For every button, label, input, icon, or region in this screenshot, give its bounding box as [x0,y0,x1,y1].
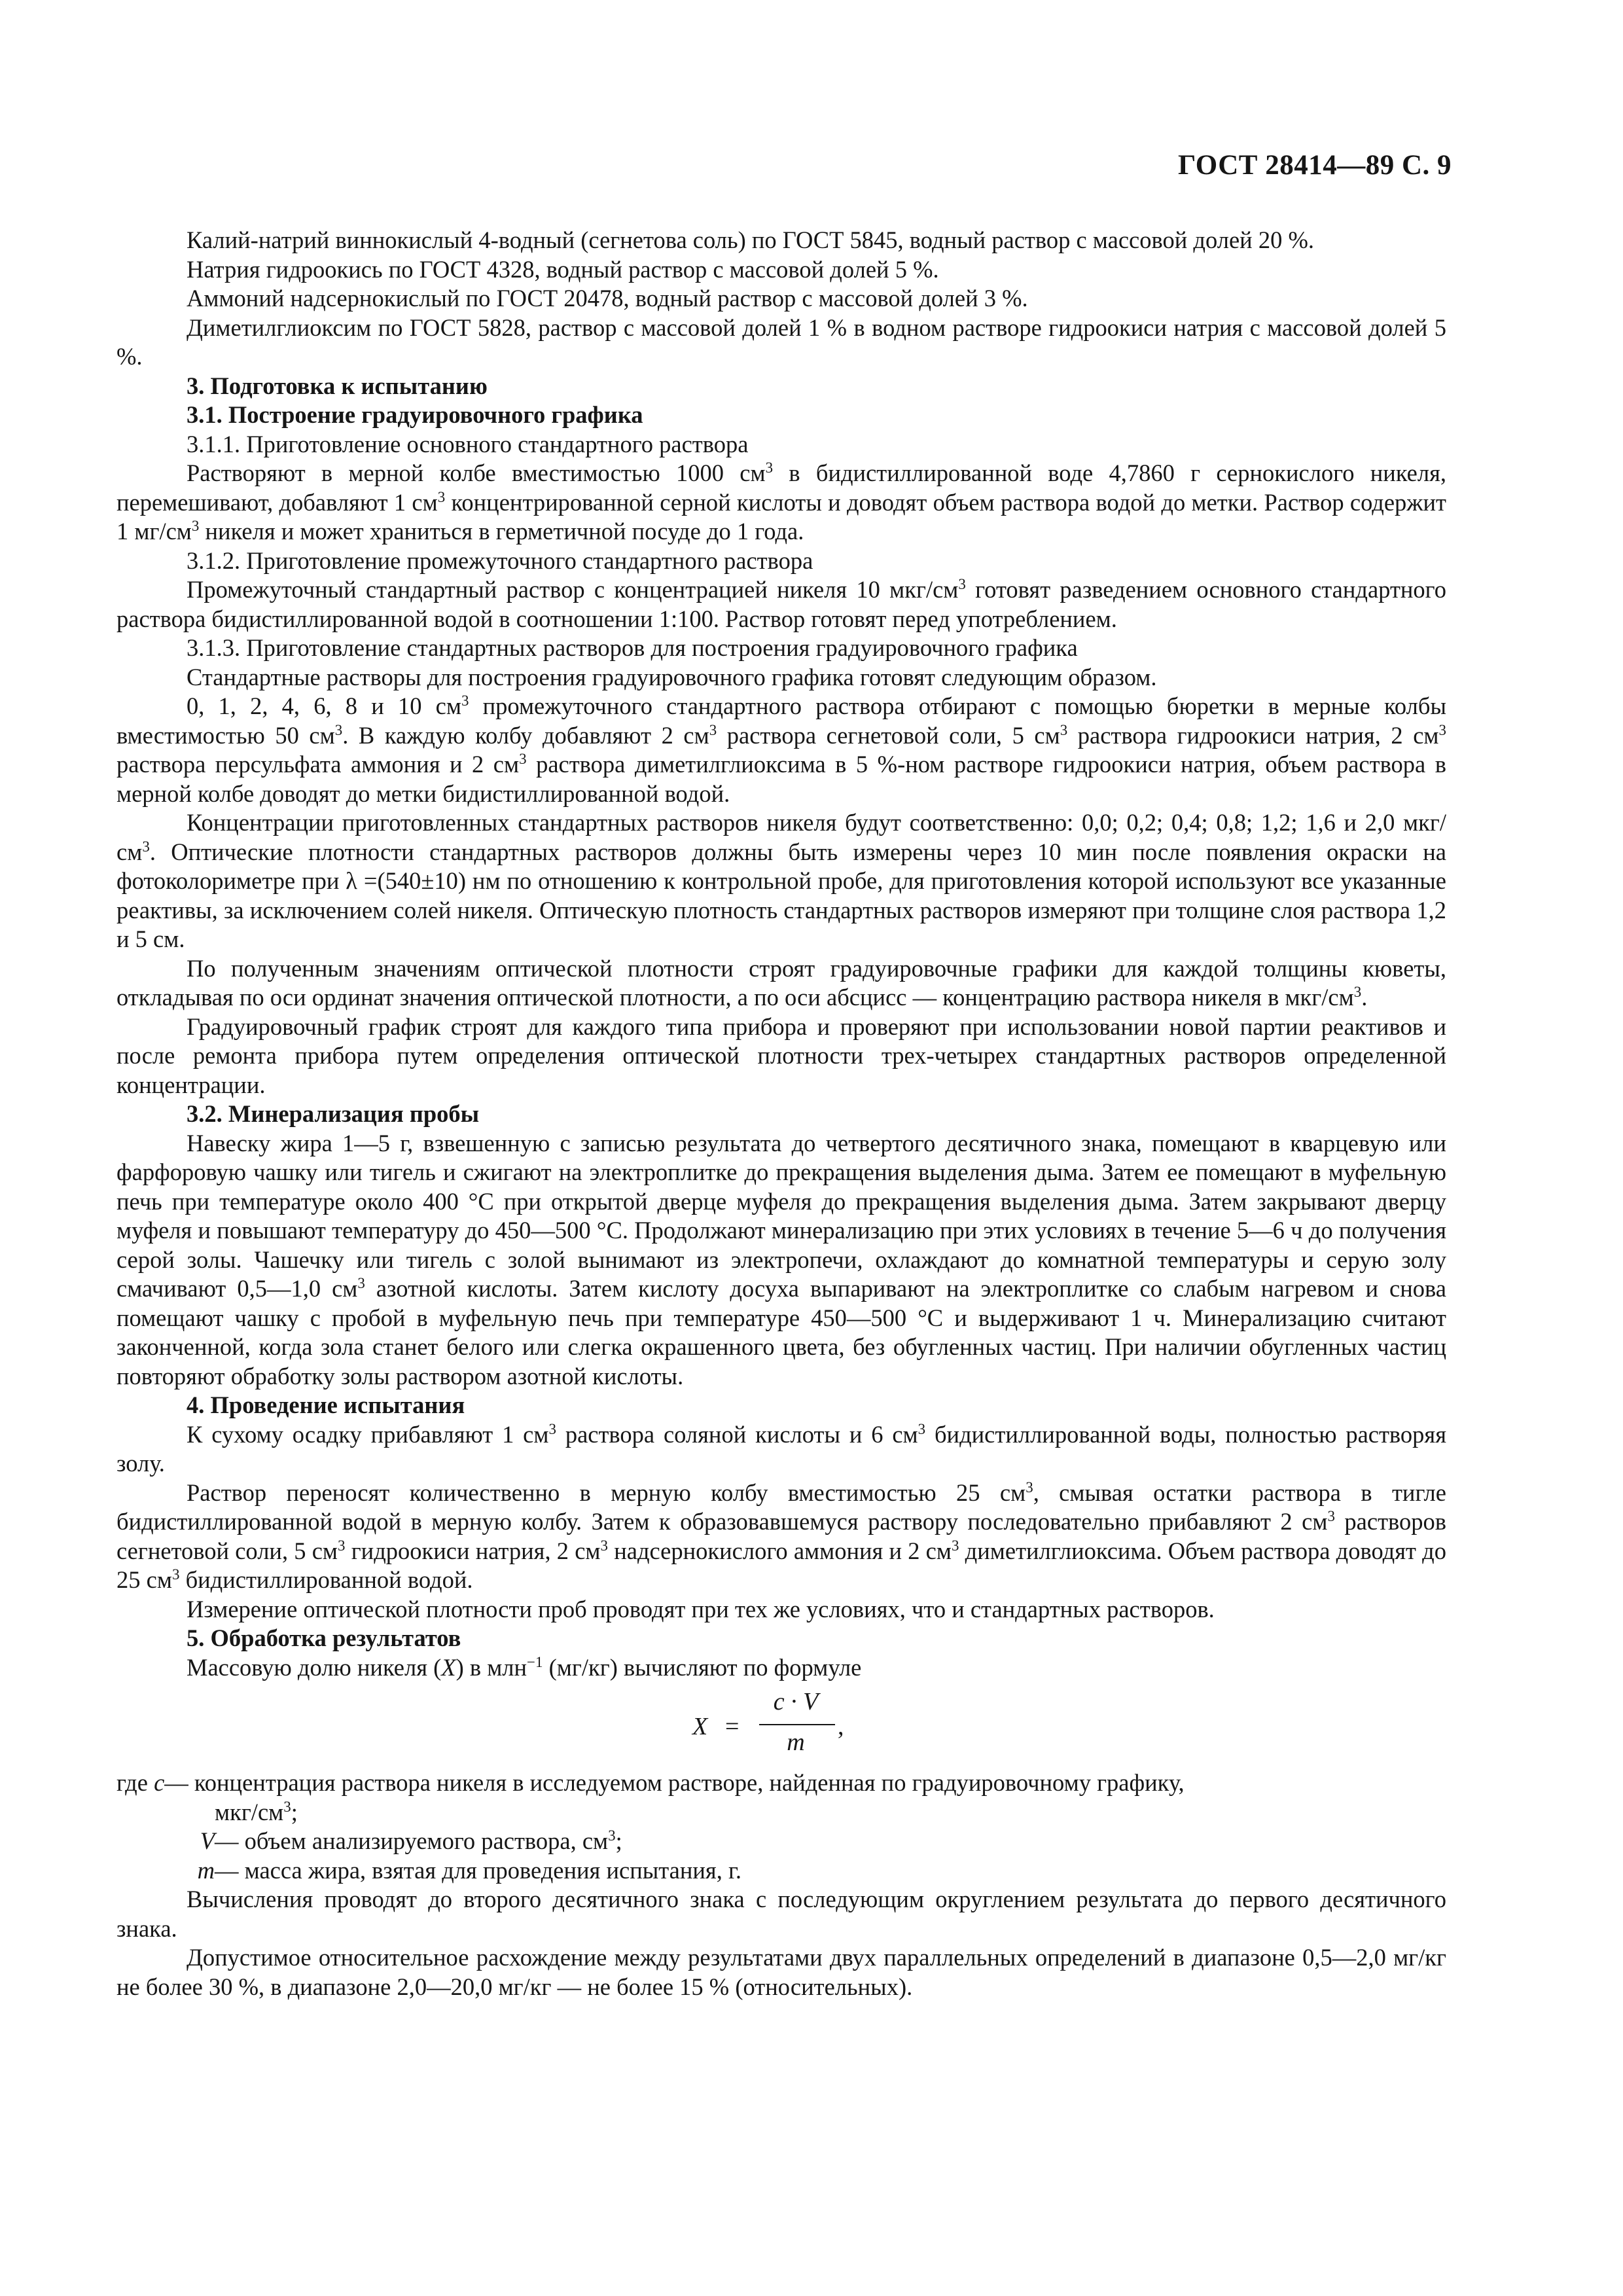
section-heading-3-2: 3.2. Минерализация пробы [187,1100,480,1127]
paragraph-main-solution: Растворяют в мерной колбе вместимостью 1000 $см^3$ в бидистиллированной воде 4,7860 г сернокислого никеля, перемешивают, добавляют 1 $см^3$ концентрированной серной кислоты и доводят объем раствора водой до метки. Раствор содержит 1 $мг/см^3$ никеля и может храниться в герметичной посуде до 1 года. [116,459,1446,545]
definition-v: V — объем анализируемого раствора, $см^3$; [200,1827,622,1854]
section-heading-4: 4. Проведение испытания [187,1391,465,1418]
paragraph-formula-intro: Массовую долю никеля (X) в млн$^{-1}$ (мг/кг) вычисляют по формуле [187,1653,862,1681]
paragraph-rounding: Вычисления проводят до второго десятичного знака с последующим округлением результата до первого десятичного знака. [116,1886,1446,1942]
formula-comma: , [838,1713,844,1740]
formula-definitions [116,1768,1446,1885]
section-heading-5: 5. Обработка результатов [187,1624,461,1651]
formula-lhs: X [692,1713,708,1740]
paragraph-calibration-check: Градуировочный график строят для каждого типа прибора и проверяют при использовании новой партии реактивов и после ремонта прибора путем определения оптической плотности трех-четырех стандартных растворов определенной концентрации. [116,1013,1446,1098]
formula-numerator: c · V [773,1688,819,1715]
paragraph-tolerance: Допустимое относительное расхождение между результатами двух параллельных определений в диапазоне 0,5—2,0 мг/кг не более 30 %, в диапазоне 2,0—20,0 мг/кг — не более 15 % (относительных). [116,1944,1446,2000]
paragraph-measurement: Измерение оптической плотности проб проводят при тех же условиях, что и стандартных растворов. [187,1595,1215,1623]
section-heading-3-1: 3.1. Построение градуировочного графика [187,401,643,428]
subsection-heading-3-1-2: 3.1.2. Приготовление промежуточного стандартного раствора [187,547,813,574]
formula-denominator: m [787,1729,805,1756]
formula [116,1687,1446,1765]
paragraph-mineralization: Навеску жира 1—5 г, взвешенную с записью результата до четвертого десятичного знака, помещают в кварцевую или фарфоровую чашку или тигель и сжигают на электроплитке до прекращения выделения дыма. Затем ее помещают в муфельную печь при температуре около 400 °С при открытой дверце муфеля до прекращения выделения дыма. Затем закрывают дверцу муфеля и повышают температуру до 450—500 °С. Продолжают минерализацию при этих условиях в течение 5—6 ч до получения серой золы. Чашечку или тигель с золой вынимают из электропечи, охлаждают до комнатной температуры и серую золу смачивают 0,5—1,0 $см^3$ азотной кислоты. Затем кислоту досуха выпаривают на электроплитке со слабым нагревом и снова помещают чашку с пробой в муфельную печь при температуре 450—500 °С и выдерживают 1 ч. Минерализацию считают законченной, когда зола станет белого или слегка окрашенного цвета, без обугленных частиц. При наличии обугленных частиц повторяют обработку золы раствором азотной кислоты. [116,1129,1446,1390]
paragraph-standard-solutions-prep: 0, 1, 2, 4, 6, 8 и 10 $см^3$ промежуточного стандартного раствора отбирают с помощью бюретки в мерные колбы вместимостью 50 $см^3$. В каждую колбу добавляют 2 $см^3$ раствора сегнетовой соли, 5 $см^3$ раствора гидроокиси натрия, 2 $см^3$ раствора персульфата аммония и 2 $см^3$ раствора диметилглиоксима в 5 %-ном растворе гидроокиси натрия, объем раствора в мерной колбе доводят до метки бидистиллированной водой. [116,692,1447,807]
definition-c: где c — концентрация раствора никеля в исследуемом растворе, найденная по градуировочному графику, [116,1769,1185,1796]
formula-equals: = [725,1713,740,1740]
definition-m: m — масса жира, взятая для проведения испытания, г. [197,1856,741,1884]
paragraph-transfer: Раствор переносят количественно в мерную колбу вместимостью 25 $см^3$, смывая остатки раствора в тигле бидистиллированной водой в мерную колбу. Затем к образовавшемуся раствору последовательно прибавляют 2 $см^3$ растворов сегнетовой соли, 5 $см^3$ гидроокиси натрия, 2 $см^3$ надсернокислого аммония и 2 $см^3$ диметилглиоксима. Объем раствора доводят до 25 $см^3$ бидистиллированной водой. [116,1479,1446,1593]
page-header: ГОСТ 28414—89 С. 9 [1177,150,1452,181]
paragraph-dissolution: К сухому осадку прибавляют 1 $см^3$ раствора соляной кислоты и 6 $см^3$ бидистиллированной воды, полностью растворяя золу. [116,1420,1446,1477]
paragraph-intermediate-solution: Промежуточный стандартный раствор с концентрацией никеля 10 мкг/$см^3$ готовят разведением основного стандартного раствора бидистиллированной водой в соотношении 1:100. Раствор готовят перед употреблением. [116,576,1446,632]
section-heading-3: 3. Подготовка к испытанию [187,372,488,399]
paragraph-calibration-curves: По полученным значениям оптической плотности строят градуировочные графики для каждой толщины кюветы, откладывая по оси ординат значения оптической плотности, а по оси абсцисс — концентрацию раствора никеля в мкг/$см^3$. [116,954,1446,1011]
subsection-heading-3-1-1: 3.1.1. Приготовление основного стандартного раствора [187,430,749,457]
paragraph-reagent-2: Натрия гидроокись по ГОСТ 4328, водный раствор с массовой долей 5 %. [187,255,939,283]
subsection-heading-3-1-3: 3.1.3. Приготовление стандартных растворов для построения градуировочного графика [187,634,1078,661]
paragraph-reagent-3: Аммоний надсернокислый по ГОСТ 20478, водный раствор с массовой долей 3 %. [187,285,1028,312]
formula-fraction-bar [759,1724,835,1725]
document-body [116,226,1446,2001]
paragraph-standard-solutions-intro: Стандартные растворы для построения градуировочного графика готовят следующим образом. [187,663,1157,691]
paragraph-reagent-1: Калий-натрий виннокислый 4-водный (сегнетова соль) по ГОСТ 5845, водный раствор с массовой долей 20 %. [187,226,1314,253]
paragraph-reagent-4: Диметилглиоксим по ГОСТ 5828, раствор с массовой долей 1 % в водном растворе гидроокиси натрия с массовой долей 5 %. [116,314,1446,370]
definition-c-unit: мкг/$см^3$; [215,1798,298,1825]
paragraph-concentrations: Концентрации приготовленных стандартных растворов никеля будут соответственно: 0,0; 0,2; 0,4; 0,8; 1,2; 1,6 и 2,0 мкг/$см^3$. Оптические плотности стандартных растворов должны быть измерены через 10 мин после появления окраски на фотоколориметре при λ =(540±10) нм по отношению к контрольной пробе, для приготовления которой используют все указанные реактивы, за исключением солей никеля. Оптическую плотность стандартных растворов измеряют при толщине слоя раствора 1,2 и 5 см. [116,809,1446,952]
